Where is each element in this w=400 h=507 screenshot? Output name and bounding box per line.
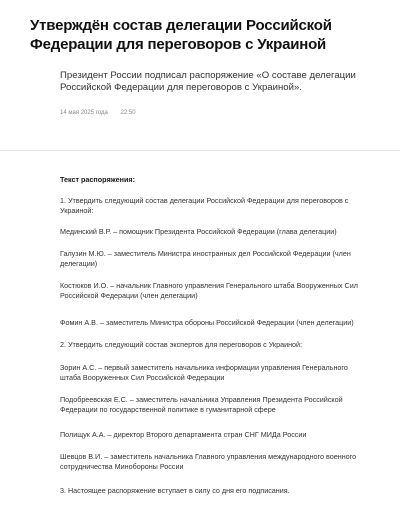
order-paragraph-delegation-intro: 1. Утвердить следующий состав делегации Российской Федерации для переговоров с Украиной: (60, 196, 349, 215)
article-title: Утверждён состав делегации Российской Федерации для переговоров с Украиной (30, 17, 332, 53)
order-paragraph-final: 3. Настоящее распоряжение вступает в силу со дня его подписания. (60, 486, 290, 495)
article-header (0, 0, 400, 150)
order-paragraph-expert: Зорин А.С. – первый заместитель начальника информации управления Генерального штаба Вооруженных Сил Российской Федерации (60, 363, 348, 382)
article-meta (60, 110, 136, 117)
order-paragraph-delegate: Фомин А.В. – заместитель Министра обороны Российской Федерации (член делегации) (60, 318, 354, 327)
article-date: 14 мая 2025 года (60, 110, 108, 116)
order-text-heading: Текст распоряжения: (60, 175, 135, 184)
order-paragraph-expert: Шевцов В.И. – заместитель начальника Главного управления международного военного сотрудничества Минобороны России (60, 452, 357, 471)
article-time: 22:50 (120, 110, 136, 116)
order-paragraph-expert: Полищук А.А. – директор Второго департамента стран СНГ МИДа России (60, 430, 307, 439)
article-body (0, 151, 400, 507)
order-paragraph-delegate: Галузин М.Ю. – заместитель Министра иностранных дел Российской Федерации (член делегации) (60, 249, 351, 268)
order-paragraph-delegate: Мединский В.Р. – помощник Президента Российской Федерации (глава делегации) (60, 227, 337, 236)
order-paragraph-experts-intro: 2. Утвердить следующий состав экспертов для переговоров с Украиной: (60, 340, 303, 349)
article-lead: Президент России подписал распоряжение «О составе делегации Российской Федерации для переговоров с Украиной». (60, 70, 356, 93)
order-paragraph-delegate: Костюков И.О. – начальник Главного управления Генерального штаба Вооруженных Сил Российской Федерации (член делегации) (60, 281, 358, 300)
order-paragraph-expert: Подобреевская Е.С. – заместитель начальника Управления Президента Российской Федерации по государственной политике в гуманитарной сфере (60, 395, 343, 414)
